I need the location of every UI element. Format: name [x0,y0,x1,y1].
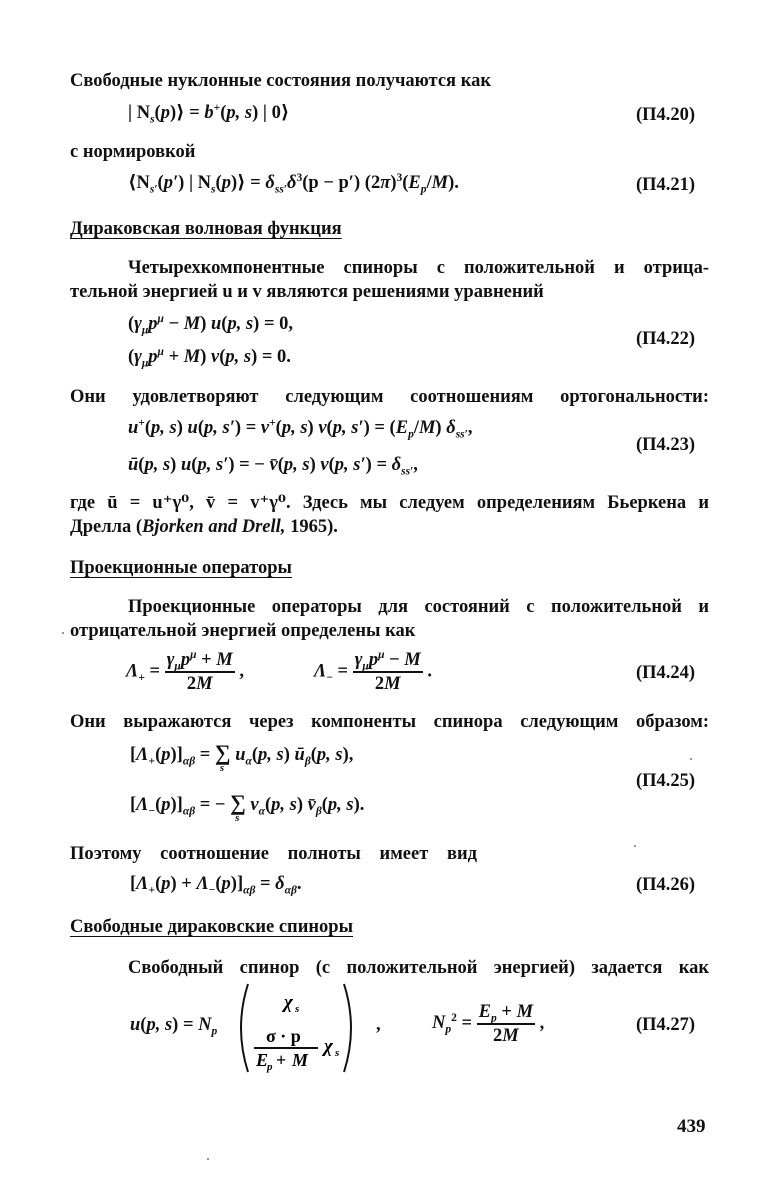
left-parenthesis [241,984,248,1072]
equation-p4-27-lhs: u(p, $s) = N_p$ [130,1015,218,1038]
scan-speck [634,845,636,847]
page-number: 439 [677,1116,706,1137]
orthogonality-text [70,388,709,407]
svg-text:M: M [292,1050,309,1070]
equation-number: (П4.20) [636,105,696,125]
bjorken-text [70,494,709,513]
equation-p4-26: $[\Lambda_+(p) + \Lambda_-(p)]_{\alpha\beta} = \delta_{\alpha\beta}$. [130,874,302,897]
chi-upper: χ [284,992,293,1013]
right-parenthesis [344,984,351,1072]
equation-number: (П4.26) [636,875,696,895]
equation-number: (П4.24) [636,663,696,683]
comma: , [376,1015,381,1035]
paragraph-line: Они выражаются через компоненты спинора следующим образом: [70,712,709,732]
completeness-text [70,845,477,864]
equation-p4-20: | $N_s(p)⟩ = b^+(p$, s) | 0⟩ [128,101,290,126]
svg-text:s: s [295,1003,300,1015]
equation-p4-24b: $\Lambda_-$ = $\frac{\gamma_\mu p^\mu - M}{2M}$ . [314,648,432,694]
equation-p4-27-norm: $N_p^2$ = $\frac{E_p + M}{2M}$ , [432,1002,545,1046]
section-heading-dirac: Дираковская волновая функция [70,219,342,239]
svg-text:p: p [267,1061,273,1073]
scan-speck [207,1158,209,1160]
equation-p4-22b: $(\gamma_\mu p^\mu + M)$ v(p, s) = 0. [128,345,291,370]
paragraph-line: Свободный спинор (с положительной энергией) задается как [128,958,709,978]
spinor-column-vector [234,980,364,1076]
paragraph-line: Они удовлетворяют следующим соотношениям ортогональности: [70,387,709,407]
equation-number: (П4.25) [636,771,696,791]
equation-p4-25b: $[\Lambda_-(p)]_{\alpha\beta}$ = − ∑ s $v_\alpha(p$, s) $v̄_\beta(p$, s). [130,790,365,824]
bjorken-reference: Дрелла (Bjorken and Drell, 1965). [70,517,338,537]
equation-p4-23a: u+(p, s) u(p, s′) = v+(p, s) v(p, $s') = (E_p/M)$ $\delta_{ss'}$, [128,416,473,441]
projection-paragraph-line2: отрицательной энергией определены как [70,621,416,641]
equation-p4-24a: $\Lambda_+$ = $\frac{\gamma_\mu p^\mu + M}{2M}$ , [126,648,244,694]
free-spinor-paragraph [128,959,709,978]
svg-text:+: + [276,1050,287,1070]
section-heading-free-spinors: Свободные дираковские спиноры [70,917,354,937]
normalization-label: с нормировкой [70,142,196,162]
equation-p4-21: $⟨N_{s'}(p')$ | $N_s(p)⟩ = \delta_{ss'}\delta^3(p - p')$ $(2\pi)^3(E_p/M)$. [128,171,459,196]
projection-via-text [70,713,709,732]
equation-number: (П4.22) [636,329,696,349]
intro-text [70,72,542,91]
paragraph-line: Четырехкомпонентные спиноры с положительной и отрица- [128,258,709,278]
dirac-paragraph [128,259,709,278]
svg-text:s: s [335,1047,340,1059]
equation-number: (П4.21) [636,175,696,195]
equation-p4-22a: $(\gamma_\mu p^\mu - M)$ u(p, s) = 0, [128,312,293,337]
paragraph-line: Проекционные операторы для состояний с положительной и [128,597,709,617]
projection-paragraph [128,598,709,617]
equation-number: (П4.23) [636,435,696,455]
equation-p4-23b: ū(p, s) u(p, s′) = − v̄(p, s) v(p, $s') = \delta_{ss'}$, [128,455,418,478]
scan-speck [62,632,64,634]
section-heading-projection: Проекционные операторы [70,558,292,578]
ep-plus-m: E [256,1050,269,1070]
paragraph-line: где ū = u⁺γ⁰, v̄ = v⁺γ⁰. Здесь мы следуем определениям Бьеркена и [70,493,709,513]
scan-speck [690,758,692,760]
paragraph-line: Поэтому соотношение полноты имеет вид [70,844,477,864]
intro-line: Свободные нуклонные состояния получаются как [70,71,491,91]
equation-number: (П4.27) [636,1015,696,1035]
chi-lower: χ [324,1036,333,1057]
sigma-dot-p: σ · p [266,1026,301,1046]
dirac-paragraph-line2: тельной энергией u и v являются решениями уравнений [70,282,544,302]
equation-p4-25a: $[\Lambda_+(p)]_{\alpha\beta}$ = ∑ s $u_\alpha(p$, s) $ū_\beta(p$, s), [130,740,354,774]
